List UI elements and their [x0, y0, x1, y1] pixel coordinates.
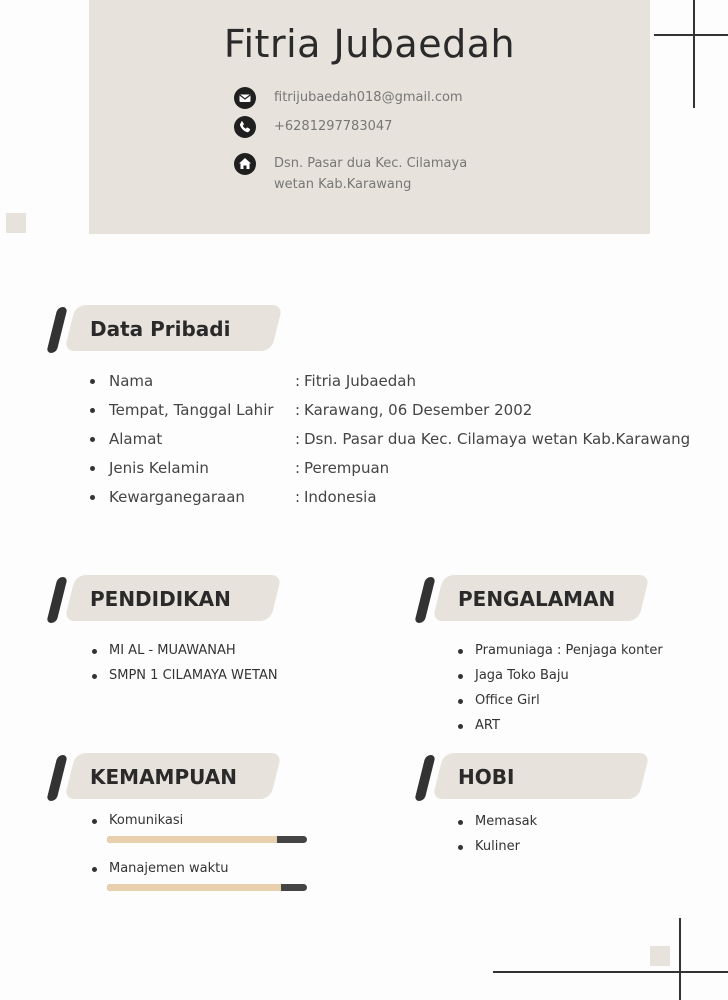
- list-item-text: Kuliner: [475, 839, 520, 854]
- list-item-text: SMPN 1 CILAMAYA WETAN: [109, 668, 278, 683]
- info-separator: :: [295, 372, 301, 390]
- top-left-deco-square: [6, 213, 26, 233]
- person-name: Fitria Jubaedah: [223, 22, 516, 66]
- list-item-text: ART: [475, 718, 500, 733]
- skill-label: Komunikasi: [109, 813, 184, 828]
- phone-icon: [234, 116, 256, 138]
- email-text[interactable]: fitrijubaedah018@gmail.com: [274, 90, 463, 105]
- list-item-text: Jaga Toko Baju: [475, 668, 569, 683]
- list-item-text: Office Girl: [475, 693, 540, 708]
- section-accent-bar: [46, 577, 67, 623]
- resume-header: [89, 0, 650, 234]
- section-header-education: [52, 575, 282, 621]
- info-separator: :: [295, 459, 301, 477]
- list-item: [90, 668, 278, 693]
- skill-level-fill: [107, 836, 277, 843]
- section-title: KEMAMPUAN: [90, 765, 237, 789]
- section-title: Data Pribadi: [90, 317, 231, 341]
- section-header-experience: [420, 575, 650, 621]
- info-row: [90, 459, 728, 488]
- experience-list: [456, 643, 663, 743]
- phone-text[interactable]: +6281297783047: [274, 119, 393, 134]
- info-value: Dsn. Pasar dua Kec. Cilamaya wetan Kab.Karawang: [304, 430, 691, 448]
- section-title: PENGALAMAN: [458, 587, 616, 611]
- skill-label: Manajemen waktu: [109, 861, 229, 876]
- section-header-personal: [52, 305, 282, 351]
- section-title: HOBI: [458, 765, 515, 789]
- home-icon: [234, 153, 256, 175]
- info-row: [90, 372, 728, 401]
- info-label: Kewarganegaraan: [109, 488, 245, 506]
- info-separator: :: [295, 430, 301, 448]
- list-item: [456, 668, 663, 693]
- list-item: [90, 643, 278, 668]
- info-separator: :: [295, 401, 301, 419]
- skill-level-fill: [107, 884, 281, 891]
- info-row: [90, 488, 728, 517]
- list-item: [456, 814, 537, 839]
- list-item-text: Memasak: [475, 814, 538, 829]
- list-item: [456, 718, 663, 743]
- skill-level-bar: [107, 836, 307, 843]
- top-right-deco-horizontal: [654, 34, 728, 36]
- section-accent-bar: [46, 755, 67, 801]
- section-header-hobbies: [420, 753, 650, 799]
- info-separator: :: [295, 488, 301, 506]
- section-title: PENDIDIKAN: [90, 587, 231, 611]
- info-value: Perempuan: [304, 459, 390, 477]
- info-value: Fitria Jubaedah: [304, 372, 416, 390]
- skill-level-bar: [107, 884, 307, 891]
- education-list: [90, 643, 278, 693]
- address-text: Dsn. Pasar dua Kec. Cilamaya wetan Kab.Karawang: [274, 156, 468, 192]
- section-accent-bar: [414, 577, 435, 623]
- top-right-deco-vertical: [693, 0, 695, 108]
- section-accent-bar: [46, 307, 67, 353]
- info-label: Alamat: [109, 430, 163, 448]
- section-header-skills: [52, 753, 282, 799]
- section-accent-bar: [414, 755, 435, 801]
- info-row: [90, 430, 728, 459]
- info-label: Tempat, Tanggal Lahir: [109, 401, 274, 419]
- info-label: Nama: [109, 372, 154, 390]
- list-item: [456, 643, 663, 668]
- bottom-right-deco-horizontal: [493, 971, 728, 973]
- hobby-list: [456, 814, 537, 864]
- list-item-text: Pramuniaga : Penjaga konter: [475, 643, 663, 658]
- info-row: [90, 401, 728, 430]
- skill-item: [90, 861, 229, 881]
- info-value: Indonesia: [304, 488, 377, 506]
- list-item: [456, 839, 537, 864]
- envelope-icon: [234, 87, 256, 109]
- list-item: [456, 693, 663, 718]
- contact-email: [234, 87, 463, 109]
- bottom-right-deco-vertical: [679, 918, 681, 1000]
- skill-item: [90, 813, 183, 833]
- contact-address: [234, 153, 467, 195]
- contact-phone: [234, 116, 392, 138]
- info-value: Karawang, 06 Desember 2002: [304, 401, 533, 419]
- info-label: Jenis Kelamin: [109, 459, 209, 477]
- bottom-right-deco-square: [650, 946, 670, 966]
- list-item-text: MI AL - MUAWANAH: [109, 643, 236, 658]
